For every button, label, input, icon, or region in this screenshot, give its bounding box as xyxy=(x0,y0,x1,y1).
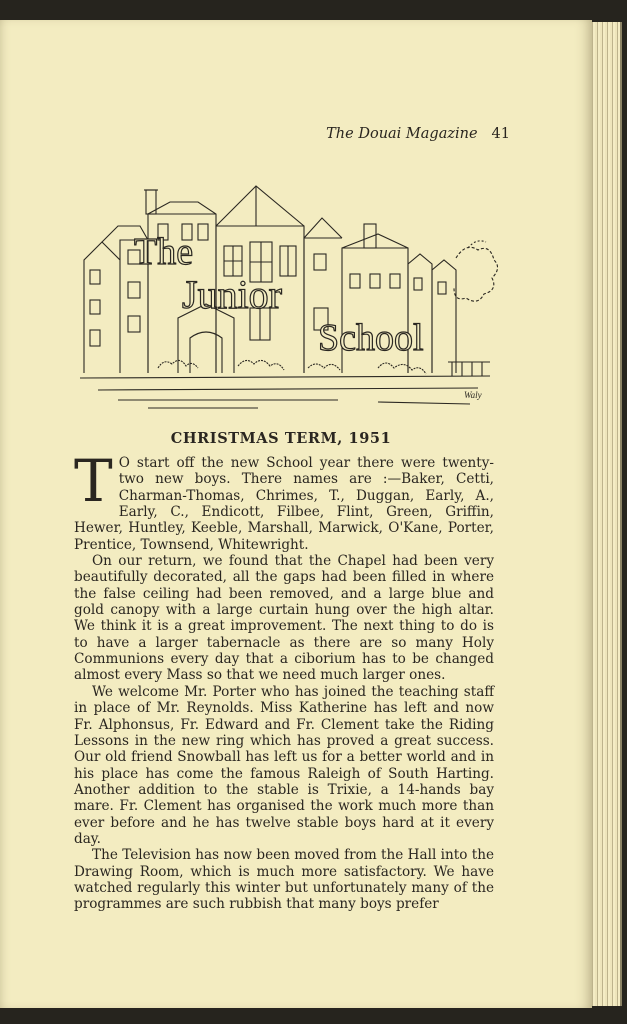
title-line-school: School xyxy=(318,317,424,359)
title-line-the: The xyxy=(134,231,194,273)
paragraph-4: The Television has now been moved from the Hall into the Drawing Room, which is much more satisfactory. We have watched regularly this winter but unfortunately many of the programmes are such rubbish that many boys prefer xyxy=(74,847,494,913)
building-sketch xyxy=(78,178,498,414)
article-body xyxy=(74,447,494,913)
page-number: 41 xyxy=(491,126,510,142)
paragraph-1-text: O start off the new School year there were twenty-two new boys. There names are :—Baker, Cetti, Charman-Thomas, Chrimes, T., Duggan, Early, A., Early, C., Endicott, Filbee, Flint, Green, Griffin, Hewer, Huntley, Keeble, Marshall, Marwick, O'Kane, Porter, Prentice, Townsend, Whitewright. xyxy=(74,455,494,553)
paragraph-2: On our return, we found that the Chapel had been very beautifully decorated, all the gaps had been filled in where the false ceiling had been removed, and a large blue and gold canopy with a large curtain hung over the high altar. We think it is a great improvement. The next thing to do is to have a larger tabernacle as there are so many Holy Communions every day that a ciborium has to be changed almost every Mass so that we need much larger ones. xyxy=(74,553,494,684)
paragraph-1 xyxy=(74,447,494,553)
running-header xyxy=(0,126,510,142)
magazine-title: The Douai Magazine xyxy=(326,126,478,142)
book-page xyxy=(0,20,592,1008)
drop-cap: T xyxy=(74,447,113,515)
paragraph-3: We welcome Mr. Porter who has joined the teaching staff in place of Mr. Reynolds. Miss Katherine has left and now Fr. Alphonsus, Fr. Edward and Fr. Clement take the Riding Lessons in the new ring which has proved a great success. Our old friend Snowball has left us for a better world and in his place has come the famous Raleigh of South Harting. Another addition to the stable is Trixie, a 14-hands bay mare. Fr. Clement has organised the work much more than ever before and he has twelve stable boys hard at it every day. xyxy=(74,683,494,847)
title-line-junior: Junior xyxy=(182,272,282,317)
junior-school-illustration xyxy=(78,178,498,414)
artist-signature: Waly xyxy=(464,390,482,400)
section-title: CHRISTMAS TERM, 1951 xyxy=(170,430,392,447)
